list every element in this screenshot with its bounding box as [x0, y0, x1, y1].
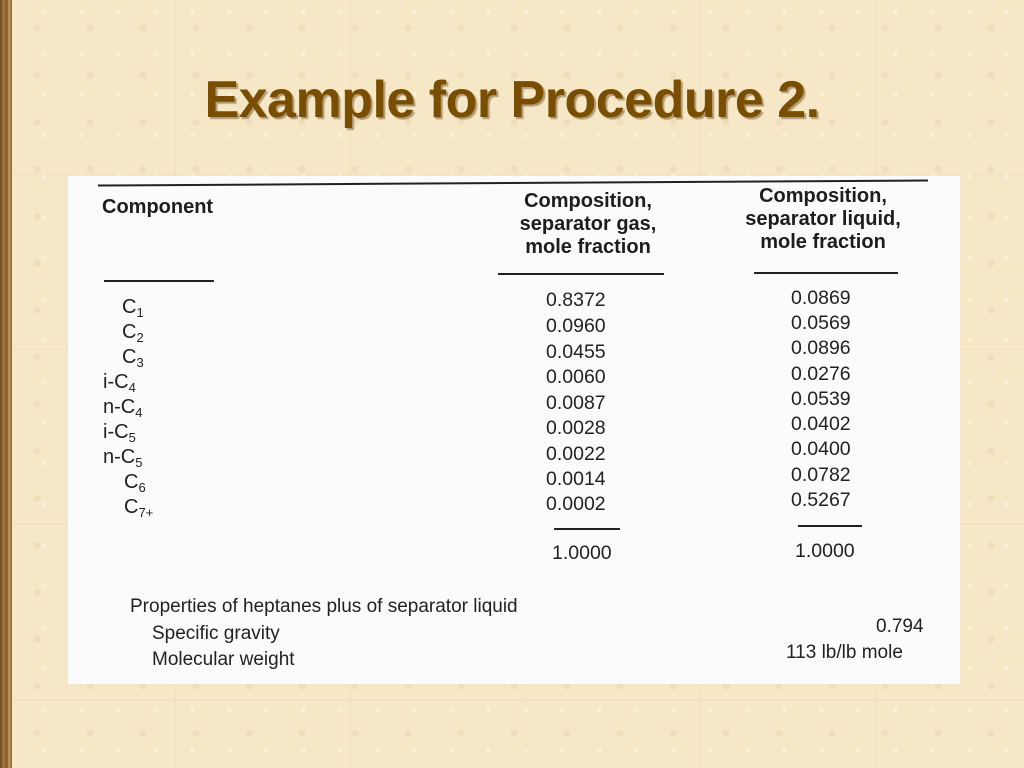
header-gas	[488, 190, 688, 259]
gas-cell: 0.0060	[546, 366, 606, 388]
specific-gravity-value: 0.794	[876, 616, 924, 637]
header-liquid-line2: separator liquid,	[745, 208, 901, 230]
liquid-sum-rule	[798, 525, 862, 527]
component-cell: $n-C_5$	[103, 446, 143, 470]
component-cell: $C_2$	[122, 321, 144, 345]
liquid-cell: 0.0276	[791, 363, 851, 385]
gas-sum-rule	[554, 528, 620, 530]
slide-title: Example for Procedure 2.	[204, 71, 820, 129]
component-cell: $i-C_4$	[103, 371, 136, 395]
component-cell: $i-C_5$	[103, 421, 136, 445]
liquid-cell: 0.0400	[791, 438, 851, 460]
gas-cell: 0.8372	[546, 289, 606, 311]
component-cell: $C_3$	[122, 346, 144, 370]
gas-cell: 0.0002	[546, 493, 606, 515]
liquid-underline	[754, 272, 898, 274]
header-component: Component	[102, 196, 214, 218]
liquid-cell: 0.0869	[791, 287, 851, 309]
header-liquid	[718, 185, 928, 254]
component-cell: $n-C_4$	[103, 396, 143, 420]
composition-table	[68, 176, 960, 684]
molecular-weight-label: Molecular weight	[152, 649, 295, 670]
liquid-cell: 0.5267	[791, 489, 851, 511]
gas-underline	[498, 273, 664, 275]
component-cell: $C_1$	[122, 296, 144, 320]
component-underline	[104, 280, 214, 282]
liquid-cell: 0.0782	[791, 464, 851, 486]
header-gas-line2: separator gas,	[519, 213, 657, 235]
gas-total: 1.0000	[552, 542, 612, 564]
liquid-cell: 0.0402	[791, 413, 851, 435]
gas-cell: 0.0022	[546, 443, 606, 465]
liquid-total: 1.0000	[795, 540, 855, 562]
gas-cell: 0.0028	[546, 417, 606, 439]
liquid-cell: 0.0896	[791, 337, 851, 359]
component-cell: $C_{7+}$	[124, 496, 154, 520]
liquid-cell: 0.0569	[791, 312, 851, 334]
header-gas-line1: Composition,	[524, 190, 652, 212]
gas-cell: 0.0960	[546, 315, 606, 337]
header-liquid-line3: mole fraction	[760, 231, 886, 253]
header-gas-line3: mole fraction	[525, 236, 651, 258]
gas-cell: 0.0014	[546, 468, 606, 490]
molecular-weight-value: 113 lb/lb mole	[786, 642, 903, 663]
properties-heading: Properties of heptanes plus of separator liquid	[130, 596, 518, 617]
header-liquid-line1: Composition,	[759, 185, 887, 207]
liquid-cell: 0.0539	[791, 388, 851, 410]
specific-gravity-label: Specific gravity	[152, 623, 280, 644]
component-cell: $C_6$	[124, 471, 146, 495]
gas-cell: 0.0087	[546, 392, 606, 414]
gas-cell: 0.0455	[546, 341, 606, 363]
